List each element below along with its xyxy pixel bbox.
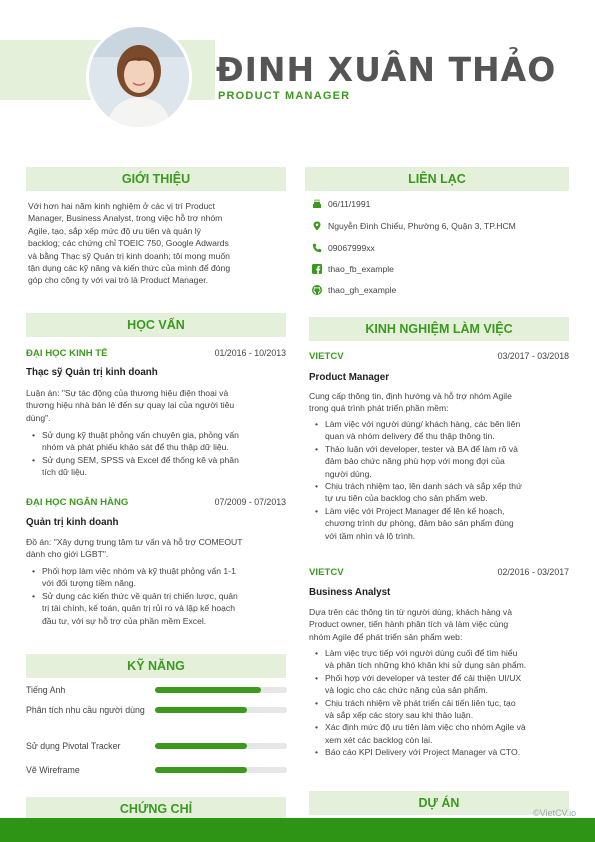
- contact-github[interactable]: [312, 285, 396, 295]
- skill-bar: [155, 687, 287, 693]
- map-pin-icon: [312, 221, 322, 231]
- list-item: [30, 565, 290, 590]
- phone-text: 09067999xx: [328, 243, 375, 253]
- experience-heading: KINH NGHIỆM LÀM VIỆC: [309, 317, 569, 341]
- github-text[interactable]: thao_gh_example: [328, 285, 397, 295]
- bullet-line: • Sử dụng các kiến thức về quản trị chiến lược, quản: [42, 590, 238, 601]
- certificates-heading: CHỨNG CHỈ: [26, 797, 286, 821]
- bullet-line: và phân tích những khó khăn khi sử dụng sản phẩm.: [325, 660, 527, 671]
- intro-heading: GIỚI THIỆU: [26, 167, 286, 191]
- cake-icon: [312, 199, 322, 209]
- experience-company: VIETCV: [309, 351, 344, 362]
- summary-line: trong quá trình phát triển phần mềm:: [309, 403, 449, 414]
- experience-bullets: [313, 418, 575, 542]
- list-item: [30, 429, 290, 454]
- github-icon: [312, 285, 322, 295]
- experience-bullets: [313, 647, 575, 759]
- list-item: [313, 672, 575, 697]
- list-item: [313, 418, 575, 443]
- skill-name: Vẽ Wireframe: [26, 765, 80, 775]
- list-item: [30, 590, 290, 627]
- bullet-line: đầu tư, với sự hỗ trợ của phần mềm Excel.: [42, 615, 207, 626]
- intro-line: Với hơn hai năm kinh nghiệm ở các vị trí Product: [28, 201, 215, 211]
- education-bullets: [30, 565, 290, 627]
- bullet-line: tự ưu tiên của backlog cho sản phẩm web.: [325, 493, 488, 504]
- full-name: ĐINH XUÂN THẢO: [216, 50, 557, 89]
- list-item: [313, 697, 575, 722]
- list-item: [313, 480, 575, 505]
- birthday-text: 06/11/1991: [328, 199, 371, 209]
- bullet-line: với tầm nhìn và lộ trình.: [325, 530, 416, 541]
- skill-bar-fill: [155, 767, 247, 773]
- bullet-line: • Làm việc với Project Manager để lên kế hoạch,: [325, 505, 505, 516]
- skill-name: Phân tích nhu cầu người dùng: [26, 705, 145, 715]
- watermark: ©VietCV.io: [533, 808, 577, 818]
- skill-name: Tiếng Anh: [26, 685, 66, 695]
- bullet-line: xem xét các backlog còn lại.: [325, 734, 433, 745]
- summary-line: nhóm Agile để phát triển sản phẩm web:: [309, 631, 463, 642]
- bullet-line: • Xác định mức độ ưu tiên làm việc cho nhóm Agile và: [325, 722, 526, 733]
- education-date: 01/2016 - 10/2013: [214, 348, 286, 358]
- project-line: dành cho giới LGBT".: [26, 549, 109, 560]
- education-project: [26, 536, 290, 561]
- education-date: 07/2009 - 07/2013: [214, 497, 286, 507]
- skill-bar: [155, 767, 287, 773]
- bullet-line: • Phối hợp với developer và tester để cải thiện UI/UX: [325, 672, 522, 683]
- bullet-line: • Sử dụng kỹ thuật phỏng vấn chuyên gia, phỏng vấn: [42, 430, 239, 440]
- experience-date: 02/2016 - 03/2017: [497, 567, 569, 577]
- bullet-line: • Chịu trách nhiệm về phát triển cải tiến liên tục, tạo: [325, 697, 516, 708]
- facebook-icon: [312, 264, 322, 274]
- education-degree: Quản trị kinh doanh: [26, 517, 119, 528]
- bullet-line: và sắp xếp các story sau khi thảo luận.: [325, 710, 474, 721]
- intro-line: góp cho công ty với vai trò là Product Manager.: [28, 275, 208, 286]
- intro-line: Manager, Business Analyst, trong việc hỗ trợ nhóm: [28, 213, 223, 224]
- intro-paragraph: [28, 200, 290, 287]
- summary-line: Cung cấp thông tin, định hướng và hỗ trợ nhóm Agile: [309, 391, 512, 401]
- education-thesis: [26, 387, 288, 424]
- skill-name: Sử dụng Pivotal Tracker: [26, 741, 121, 751]
- contact-heading: LIÊN LẠC: [305, 167, 569, 191]
- bullet-line: với đối tượng tiềm năng.: [42, 578, 136, 589]
- thesis-line: Luận án: "Sự tác động của thương hiệu điện thoại và: [26, 388, 229, 398]
- intro-line: và bằng Thạc sỹ Quản trị kinh doanh; tôi mong muốn: [28, 250, 230, 261]
- skill-bar-fill: [155, 743, 247, 749]
- bullet-line: • Sử dụng SEM, SPSS và Excel để thống kê và phân: [42, 454, 239, 465]
- list-item: [313, 647, 575, 672]
- experience-summary: [309, 390, 573, 415]
- job-title: PRODUCT MANAGER: [218, 90, 351, 102]
- contact-phone: [312, 243, 375, 253]
- list-item: [313, 505, 575, 542]
- address-text: Nguyễn Đình Chiểu, Phường 6, Quận 3, TP.HCM: [328, 221, 516, 231]
- bullet-line: • Làm việc trực tiếp với người dùng cuối để tìm hiểu: [325, 648, 518, 658]
- bullet-line: quan và nhóm delivery để thu thập thông tin.: [325, 431, 495, 442]
- footer-bar: [0, 818, 595, 842]
- experience-position: Business Analyst: [309, 587, 391, 598]
- facebook-text[interactable]: thao_fb_example: [328, 264, 394, 274]
- bullet-line: • Chịu trách nhiệm tạo, lên danh sách và sắp xếp thứ: [325, 481, 522, 492]
- education-org: ĐẠI HỌC KINH TẾ: [26, 348, 108, 359]
- list-item: [30, 454, 290, 479]
- experience-company: VIETCV: [309, 567, 344, 578]
- thesis-line: dùng".: [26, 412, 51, 423]
- bullet-line: • Làm việc với người dùng/ khách hàng, các bên liên: [325, 419, 521, 429]
- projects-heading: DỰ ÁN: [309, 791, 569, 815]
- bullet-line: người dùng.: [325, 468, 372, 479]
- experience-summary: [309, 606, 573, 643]
- bullet-line: • Thảo luận với developer, tester và BA để làm rõ và: [325, 443, 518, 454]
- skills-heading: KỸ NĂNG: [26, 654, 286, 678]
- list-item: [313, 721, 575, 746]
- skill-bar-fill: [155, 687, 261, 693]
- bullet-line: đảm bảo chức năng phù hợp với mong đợi của: [325, 456, 505, 467]
- experience-date: 03/2017 - 03/2018: [497, 351, 569, 361]
- experience-position: Product Manager: [309, 372, 390, 383]
- bullet-line: và logic cho các chức năng của sản phẩm.: [325, 685, 488, 696]
- phone-icon: [312, 243, 322, 253]
- contact-address: [312, 221, 516, 231]
- skill-bar: [155, 707, 287, 713]
- skill-bar-fill: [155, 707, 247, 713]
- avatar: [86, 24, 192, 130]
- avatar-photo: [89, 27, 189, 127]
- intro-line: tận dụng các kỹ năng và kiến thức của mình để đóng: [28, 263, 231, 274]
- contact-birthday: [312, 199, 370, 209]
- education-bullets: [30, 429, 290, 479]
- list-item: [313, 746, 575, 758]
- bullet-line: • Phối hợp làm việc nhóm và kỹ thuật phỏng vấn 1-1: [42, 566, 236, 576]
- bullet-line: tích dữ liệu.: [42, 467, 87, 478]
- intro-line: Agile, tạo, sắp xếp mức độ ưu tiên và quản lý: [28, 225, 201, 236]
- education-org: ĐẠI HỌC NGÂN HÀNG: [26, 497, 129, 508]
- summary-line: Product owner, tiến hành phân tích và làm việc cùng: [309, 619, 509, 630]
- list-item: [313, 443, 575, 480]
- bullet-line: trị tài chính, kế toán, quản trị rủi ro và lập kế hoạch: [42, 603, 235, 614]
- contact-facebook[interactable]: [312, 264, 394, 274]
- education-degree: Thạc sỹ Quản trị kinh doanh: [26, 367, 158, 378]
- bullet-line: • Báo cáo KPI Delivery với Project Manager và CTO.: [325, 747, 521, 758]
- education-heading: HỌC VẤN: [26, 313, 286, 337]
- project-line: Đồ án: "Xây dựng trung tâm tư vấn và hỗ trợ COMEOUT: [26, 537, 243, 547]
- bullet-line: chương trình dự phòng, đảm bảo sản phẩm đúng: [325, 518, 514, 529]
- summary-line: Dựa trên các thông tin từ người dùng, khách hàng và: [309, 607, 513, 617]
- intro-line: backlog; các chứng chỉ TOEIC 750, Google Adwards: [28, 238, 229, 249]
- bullet-line: nhóm và phát phiếu khảo sát để thu thập dữ liệu.: [42, 442, 229, 453]
- thesis-line: thương hiệu nhà bán lẻ đến sự quay lại của người tiêu: [26, 400, 235, 411]
- skill-bar: [155, 743, 287, 749]
